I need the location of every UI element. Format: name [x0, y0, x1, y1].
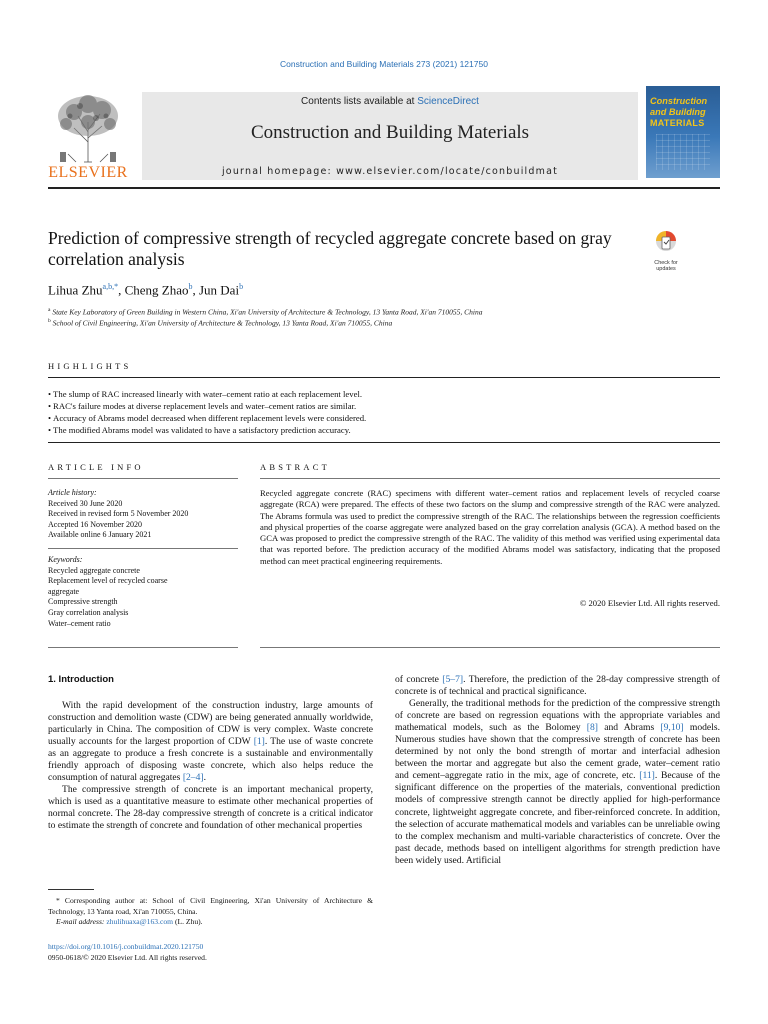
citation-link[interactable]: [1] [253, 736, 265, 748]
article-title: Prediction of compressive strength of recycled aggregate concrete based on gray correlation analysis [48, 228, 612, 269]
highlights-list [48, 388, 720, 436]
abstract-text: Recycled aggregate concrete (RAC) specimens with different water–cement ratios and replacement levels of recycled coarse aggregate (RCA) were prepared. The effects of these two factors on the slump and compressive strength of the RAC were analyzed. The Abrams formula was used to predict the compressive strength of the RAC. The relationships between the regression coefficients and physical properties of the coarse aggregate were analyzed based on the gray correlation analysis (GCA). A method based on the GCA was proposed to predict the compressive strength of the RAC. The validity of this method was verified using experimental data that was reported before. The prediction accuracy of the modified Abrams model was satisfactory, indicating that the proposed method can meet practical engineering requirements. [260, 488, 720, 566]
affiliation-text: State Key Laboratory of Green Building in Western China, Xi'an University of Architecture & Technology, 13 Yanta Road, Xi'an 710055, China [52, 307, 483, 317]
body-paragraph [395, 698, 720, 867]
email-suffix: (L. Zhu). [174, 917, 203, 926]
citation-link[interactable]: [9,10] [660, 722, 684, 734]
citation-link[interactable]: [5–7] [442, 674, 464, 685]
keywords-rule [48, 548, 238, 549]
affiliation-text: School of Civil Engineering, Xi'an University of Architecture & Technology, 13 Yanta Road, Xi'an 710055, China [52, 318, 393, 328]
body-text: models. Numerous studies have shown that the compressive strength of concrete has been determined by not only the bond strength of mortar and interfacial adhesion between the mortar and aggregate but also the cement grade, water–cement ratio and cement–aggregate ratio in the mix, age of concrete, etc. [395, 722, 720, 782]
highlight-item: • Accuracy of Abrams model decreased when different replacement levels were considered. [48, 412, 720, 424]
body-column-left [48, 700, 373, 833]
body-column-right [395, 674, 720, 867]
author-separator: , [118, 282, 125, 298]
abstract-bottom-rule [260, 647, 720, 648]
contents-line [142, 96, 638, 107]
author-name[interactable]: Lihua Zhu [48, 282, 103, 298]
citation-link[interactable]: [2–4] [182, 772, 204, 784]
journal-title: Construction and Building Materials [250, 122, 530, 143]
body-paragraph [395, 674, 720, 698]
body-text: . Because of the significant difference on the properties of the materials, conventional prediction models of compressive strength cannot be directly applied for high-performance concrete, lightweight aggregate concrete, and fiber-reinforced concrete. In addition, the selection of accurate mathematical models and variables can be unreliable owing to the complex mechanism and multi-variable characteristics of concrete. Over the past decade, methods based on intelligent algorithms for strength prediction have been widely used. Artificial [395, 770, 720, 866]
keyword[interactable]: Replacement level of recycled coarse aggregate [48, 576, 168, 596]
author-separator: , [192, 282, 199, 298]
body-text: and Abrams [597, 722, 661, 734]
author-affiliation-mark[interactable]: b [239, 282, 244, 291]
highlights-heading: HIGHLIGHTS [48, 361, 132, 371]
article-info-heading: ARTICLE INFO [48, 462, 144, 472]
footnote-text: * Corresponding author at: School of Civil Engineering, Xi'an University of Architecture & Technology, 13 Yanta road, Xi'an 710055, China. [48, 896, 373, 916]
body-text: Generally, the traditional methods for the prediction of the compressive strength of concrete are based on regression equations with the appropriate variables and mathematical models, such as the Bolomey [395, 698, 720, 734]
abstract-heading: ABSTRACT [260, 462, 330, 472]
email-link[interactable]: zhulihuaxa@163.com [106, 917, 174, 926]
publisher-name: ELSEVIER [48, 164, 128, 181]
crossmark-icon [655, 230, 677, 254]
author-list [48, 282, 243, 298]
journal-reference[interactable]: Construction and Building Materials 273 (2021) 121750 [280, 59, 488, 69]
affiliation-mark: a [48, 307, 51, 313]
body-text: . Therefore, the prediction of the 28-day compressive strength of concrete is of technical and practical significance. [395, 674, 720, 698]
highlights-bottom-rule [48, 442, 720, 443]
highlight-item: • The modified Abrams model was validated to have a satisfactory prediction accuracy. [48, 424, 720, 436]
highlight-item: • RAC's failure modes at diverse replacement levels and water–cement ratios are similar. [48, 400, 720, 412]
author-affiliation-mark[interactable]: b [188, 282, 193, 291]
journal-cover[interactable] [646, 86, 720, 178]
email-label: E-mail address: [56, 917, 105, 926]
crossmark-line2: updates [656, 266, 676, 272]
affiliation-mark: b [48, 318, 51, 324]
cover-title-line1: Construction [650, 96, 708, 106]
doi-link[interactable]: https://doi.org/10.1016/j.conbuildmat.2020.121750 [48, 942, 204, 951]
corresponding-author-footnote [48, 896, 373, 928]
keyword[interactable]: Gray correlation analysis [48, 607, 129, 617]
highlights-top-rule [48, 377, 720, 378]
contents-prefix: Contents lists available at [301, 96, 415, 107]
crossmark-line1: Check for [654, 260, 678, 266]
issn-line: 0950-0618/© 2020 Elsevier Ltd. All rights reserved. [48, 952, 207, 962]
history-item: Available online 6 January 2021 [48, 530, 152, 540]
citation-link[interactable]: [11] [639, 770, 655, 782]
footnote-rule [48, 889, 94, 890]
body-paragraph: The compressive strength of concrete is an important mechanical property, which is used as a quantitative measure to estimate other mechanical properties of normal concrete. The 28-day compressive strength of concrete is a critical indicator to estimate the strength of concrete and foundation of other mechanical properties [48, 784, 373, 832]
doi-block [48, 942, 207, 963]
history-item: Accepted 16 November 2020 [48, 519, 142, 529]
article-info-bottom-rule [48, 647, 238, 648]
history-item: Received 30 June 2020 [48, 498, 123, 508]
article-info-rule [48, 478, 238, 479]
article-info [48, 488, 238, 629]
section-heading-introduction: 1. Introduction [48, 674, 114, 685]
cover-pattern [656, 134, 710, 170]
abstract-copyright: © 2020 Elsevier Ltd. All rights reserved. [579, 598, 720, 608]
body-paragraph [48, 700, 373, 784]
elsevier-logo[interactable] [46, 92, 130, 182]
elsevier-tree-icon [46, 92, 130, 164]
cover-title-line3: MATERIALS [650, 118, 705, 128]
author-affiliation-mark[interactable]: a,b,* [102, 282, 119, 291]
sciencedirect-link[interactable]: ScienceDirect [417, 96, 479, 107]
body-text: . [203, 772, 206, 784]
header-rule [48, 187, 720, 189]
author-name[interactable]: Jun Dai [198, 282, 240, 298]
affiliation-a [48, 307, 482, 317]
author-name[interactable]: Cheng Zhao [124, 282, 189, 298]
affiliation-b [48, 318, 392, 328]
citation-link[interactable]: [8] [586, 722, 598, 734]
keyword[interactable]: Water–cement ratio [48, 618, 111, 628]
journal-masthead [142, 92, 638, 180]
keywords-label: Keywords: [48, 554, 83, 564]
abstract-rule [260, 478, 720, 479]
crossmark-badge[interactable] [646, 230, 686, 270]
highlight-item: • The slump of RAC increased linearly with water–cement ratio at each replacement level. [48, 388, 720, 400]
body-text: of concrete [395, 674, 443, 685]
history-item: Received in revised form 5 November 2020 [48, 509, 189, 519]
footnote-email-line [48, 917, 373, 928]
journal-homepage[interactable]: journal homepage: www.elsevier.com/locate/conbuildmat [221, 166, 559, 177]
keyword[interactable]: Recycled aggregate concrete [48, 565, 140, 575]
keyword[interactable]: Compressive strength [48, 597, 118, 607]
cover-title-line2: and Building [650, 107, 706, 117]
body-text: . The use of waste concrete as an aggregate to produce a fresh concrete is a sustainable and environmentally friendly approach of disposing waste concrete, which also helps reduce the consumption of natural aggregates [48, 736, 373, 784]
body-text: With the rapid development of the construction industry, large amounts of construction and demolition waste (CDW) are being generated annually worldwide, particularly in China. The composition of CDW is very complex. Waste concrete usually accounts for the largest proportion of CDW [48, 700, 373, 748]
history-label: Article history: [48, 488, 97, 497]
